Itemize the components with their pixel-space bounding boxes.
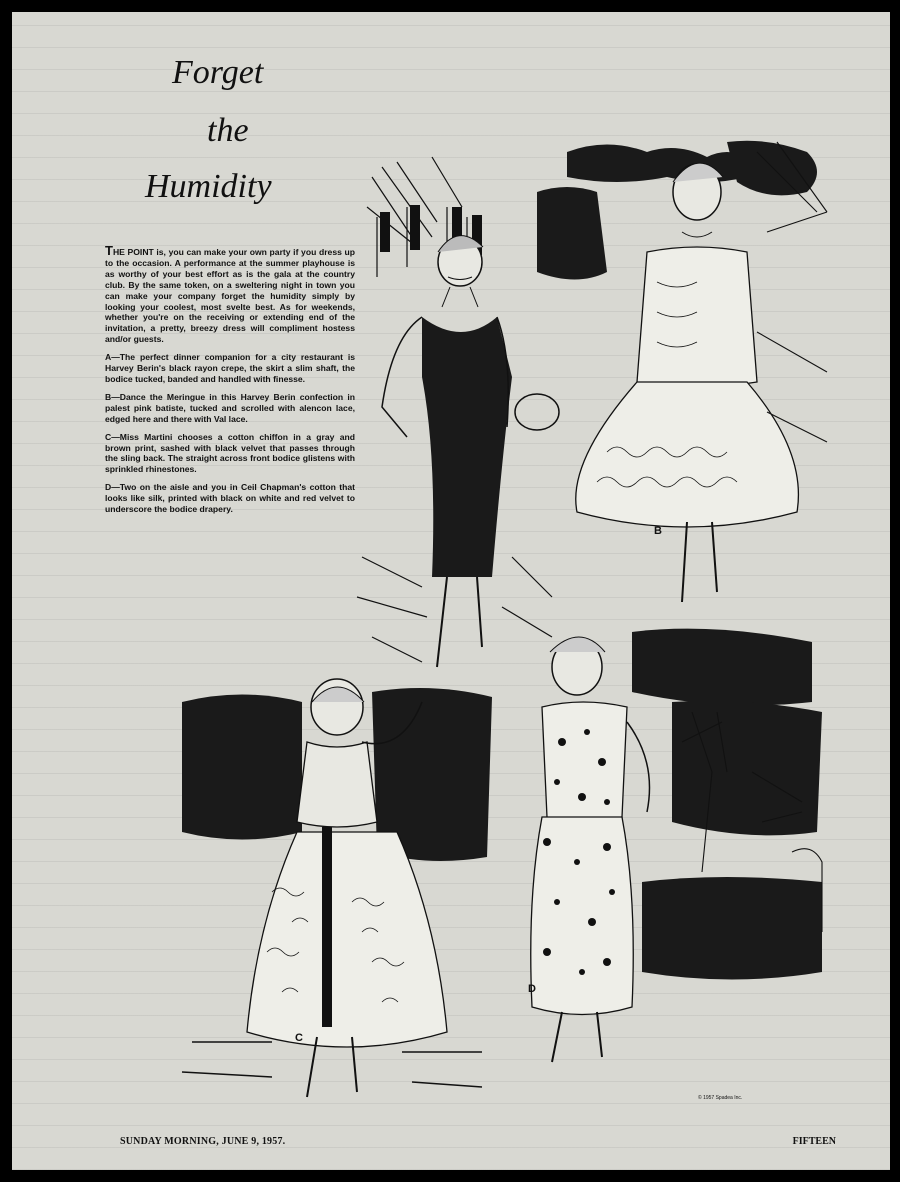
label-b: B xyxy=(654,525,662,537)
intro-text: HE POINT is, you can make your own party if you dress up to the occasion. A performance at the summer playhouse is as worthy of your best effort as is the gala at the country club. By the same token, on a sweltering night in town you can make your company forget the humidity simply by looking your coolest, most svelte best. As for weekends, whether you're on the receiving or extending end of the invitation, a pretty, breezy dress will compliment hostess and/or guests. xyxy=(105,247,355,345)
headline-line-2: the xyxy=(207,112,249,149)
article-item-c: C—Miss Martini chooses a cotton chiffon in a gray and brown print, sashed with black velvet that passes through the sling back. The straight across front bodice glistens with sprinkled rhinestones. xyxy=(105,431,355,475)
newspaper-page xyxy=(12,12,890,1170)
intro-initial: T xyxy=(105,243,113,258)
copyright-notice: © 1957 Spadea Inc. xyxy=(698,1095,743,1101)
footer-dateline: SUNDAY MORNING, JUNE 9, 1957. xyxy=(120,1136,286,1147)
article-intro xyxy=(105,243,355,345)
label-d: D xyxy=(528,983,536,995)
headline-line-1: Forget xyxy=(172,54,264,91)
fashion-illustration-d xyxy=(502,622,842,1102)
article-body xyxy=(105,243,355,522)
label-c: C xyxy=(295,1032,303,1044)
article-item-a: A—The perfect dinner companion for a city restaurant is Harvey Berin's black rayon crepe, the skirt a slim shaft, the bodice tucked, banded and handled with finesse. xyxy=(105,352,355,384)
fashion-illustration-b xyxy=(527,132,847,622)
footer-page-number: FIFTEEN xyxy=(792,1136,836,1147)
headline-line-3: Humidity xyxy=(145,168,272,205)
fashion-illustration-c xyxy=(172,662,502,1112)
article-item-d: D—Two on the aisle and you in Ceil Chapman's cotton that looks like silk, printed with black on white and red velvet to underscore the bodice drapery. xyxy=(105,482,355,515)
article-item-b: B—Dance the Meringue in this Harvey Berin confection in palest pink batiste, tucked and scrolled with alencon lace, edged here and there with Val lace. xyxy=(105,391,355,424)
